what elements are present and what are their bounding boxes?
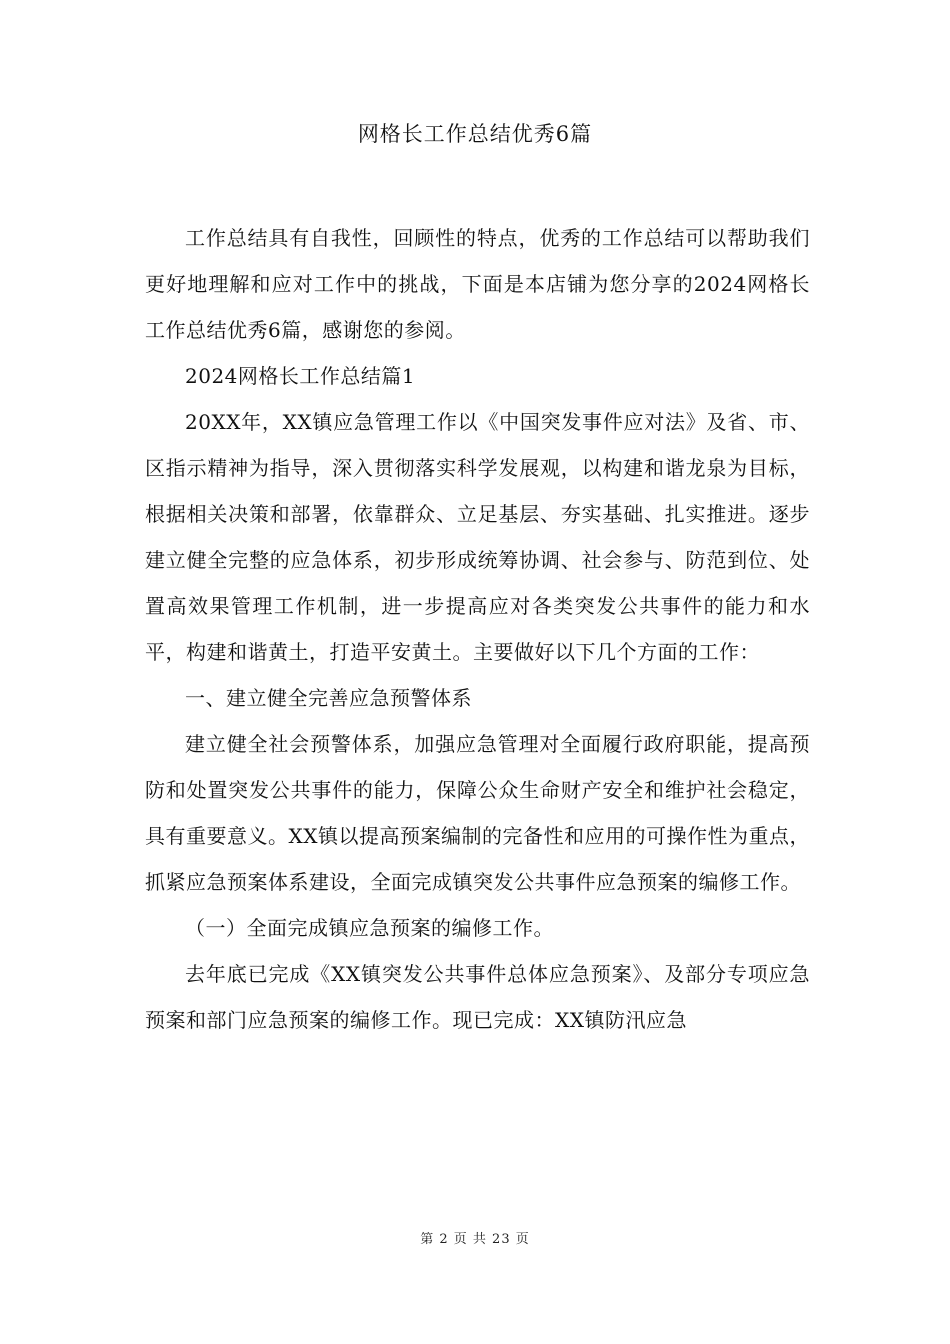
body-paragraph: 去年底已完成《XX镇突发公共事件总体应急预案》、及部分专项应急预案和部门应急预案的编修工作。现已完成：XX镇防汛应急 [145,962,810,1032]
body-paragraph: 工作总结具有自我性，回顾性的特点，优秀的工作总结可以帮助我们更好地理解和应对工作中的挑战，下面是本店铺为您分享的2024网格长工作总结优秀6篇，感谢您的参阅。 [145,226,810,342]
document-title: 网格长工作总结优秀6篇 [357,122,593,146]
section-heading: 一、建立健全完善应急预警体系 [185,686,472,710]
body-paragraph: 建立健全社会预警体系，加强应急管理对全面履行政府职能，提高预防和处置突发公共事件的能力，保障公众生命财产安全和维护社会稳定，具有重要意义。XX镇以提高预案编制的完备性和应用的可操作性为重点，抓紧应急预案体系建设，全面完成镇突发公共事件应急预案的编修工作。 [145,732,810,894]
section-heading: 2024网格长工作总结篇1 [185,364,416,388]
document-body [145,215,810,1043]
body-paragraph: 20XX年，XX镇应急管理工作以《中国突发事件应对法》及省、市、区指示精神为指导，深入贯彻落实科学发展观，以构建和谐龙泉为目标，根据相关决策和部署，依靠群众、立足基层、夯实基础、扎实推进。逐步建立健全完整的应急体系，初步形成统筹协调、社会参与、防范到位、处置高效果管理工作机制，进一步提高应对各类突发公共事件的能力和水平，构建和谐黄土，打造平安黄土。主要做好以下几个方面的工作： [145,410,810,664]
page-footer: 第 2 页 共 23 页 [420,1232,530,1247]
subsection-heading: （一）全面完成镇应急预案的编修工作。 [185,916,554,940]
